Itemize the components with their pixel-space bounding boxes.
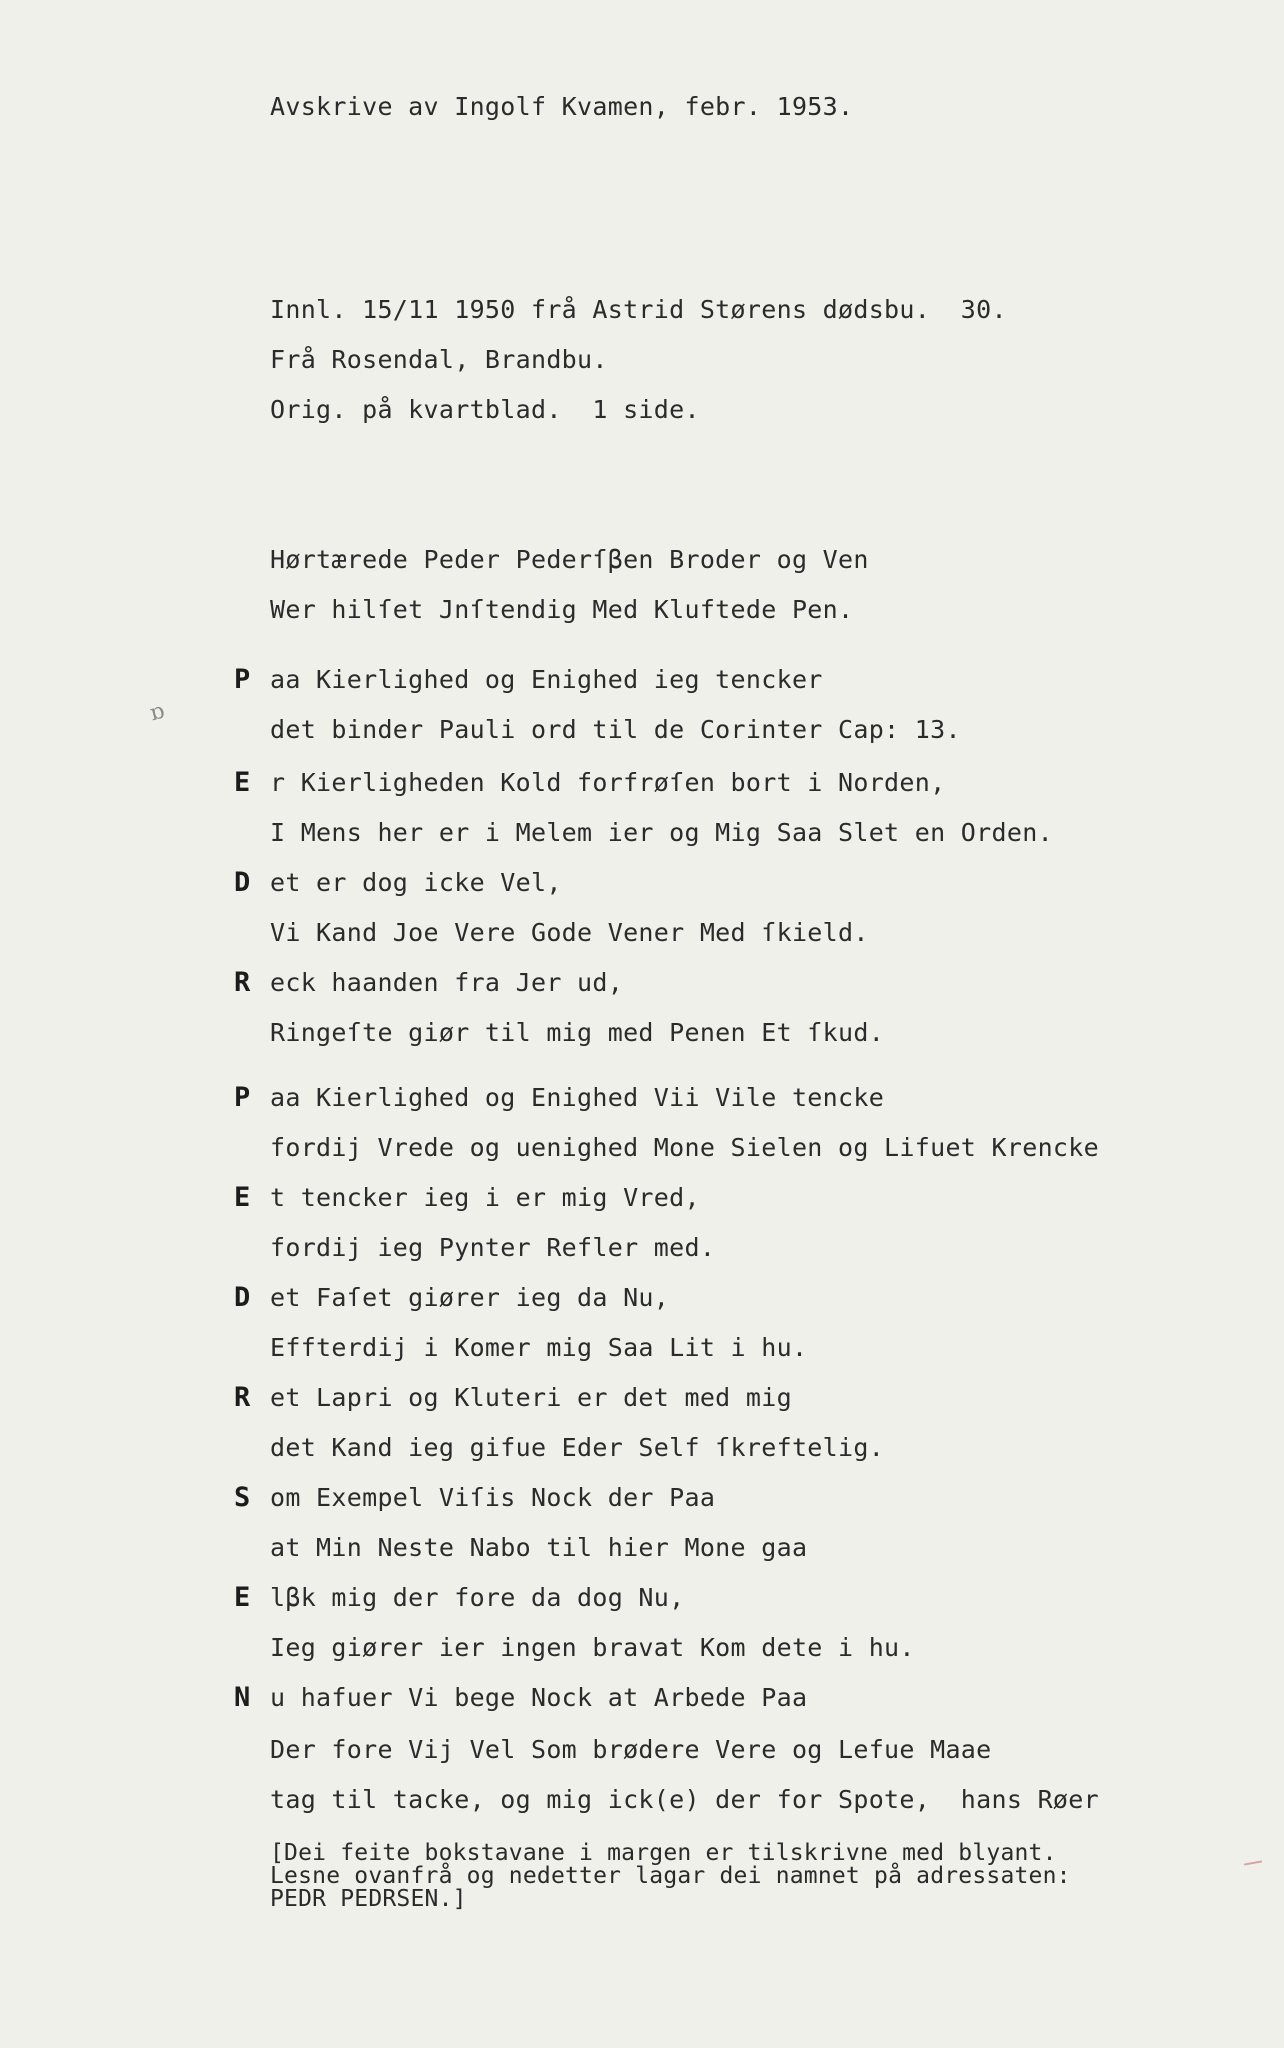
editor-note-line-2: Lesne ovanfrå og nedetter lagar dei namnet på adressaten: (270, 1863, 1071, 1889)
margin-capital-letter: E (234, 1182, 251, 1213)
verse-line: u hafuer Vi bege Nock at Arbede Paa (270, 1683, 808, 1712)
margin-capital-letter: D (234, 867, 251, 898)
salutation-line-2: Wer hilſet Jnſtendig Med Kluftede Pen. (270, 595, 854, 624)
verse-line: Der fore Vij Vel Som brødere Vere og Lefue Maae (270, 1735, 992, 1764)
verse-line: fordij Vrede og uenighed Mone Sielen og Lifuet Krencke (270, 1133, 1099, 1162)
source-line-1: Innl. 15/11 1950 frå Astrid Størens dødsbu. 30. (270, 295, 1007, 324)
margin-capital-letter: S (234, 1482, 251, 1513)
editor-note-line-1: [Dei feite bokstavane i margen er tilskrivne med blyant. (270, 1840, 1057, 1866)
verse-line: Effterdij i Komer mig Saa Lit i hu. (270, 1333, 808, 1362)
verse-line: om Exempel Viſis Nock der Paa (270, 1483, 716, 1512)
salutation-line-1: Hørtærede Peder Pederſβen Broder og Ven (270, 545, 869, 574)
verse-line: aa Kierlighed og Enighed ieg tencker (270, 665, 823, 694)
verse-line: Ieg giører ier ingen bravat Kom dete i hu. (270, 1633, 915, 1662)
margin-capital-letter: E (234, 767, 251, 798)
verse-line: Ringeſte giør til mig med Penen Et ſkud. (270, 1018, 885, 1047)
margin-capital-letter: P (234, 664, 251, 695)
verse-line: det Kand ieg gifue Eder Self ſkreftelig. (270, 1433, 885, 1462)
verse-line: et Faſet giører ieg da Nu, (270, 1283, 670, 1312)
editor-note-line-3: PEDR PEDRSEN.] (270, 1886, 467, 1912)
pencil-mark: ɒ (147, 698, 168, 727)
verse-line: et er dog icke Vel, (270, 868, 562, 897)
verse-line: et Lapri og Kluteri er det med mig (270, 1383, 792, 1412)
margin-capital-letter: R (234, 967, 251, 998)
verse-line: I Mens her er i Melem ier og Mig Saa Slet en Orden. (270, 818, 1053, 847)
margin-pen-mark (1244, 1860, 1262, 1865)
margin-capital-letter: R (234, 1382, 251, 1413)
verse-line: aa Kierlighed og Enighed Vii Vile tencke (270, 1083, 885, 1112)
verse-line: eck haanden fra Jer ud, (270, 968, 624, 997)
verse-line: fordij ieg Pynter Refler med. (270, 1233, 716, 1262)
verse-line: det binder Pauli ord til de Corinter Cap: 13. (270, 715, 961, 744)
margin-capital-letter: D (234, 1282, 251, 1313)
margin-capital-letter: N (234, 1682, 251, 1713)
verse-line: lβk mig der fore da dog Nu, (270, 1583, 685, 1612)
verse-line: t tencker ieg i er mig Vred, (270, 1183, 700, 1212)
verse-line: at Min Neste Nabo til hier Mone gaa (270, 1533, 808, 1562)
verse-line: Vi Kand Joe Vere Gode Vener Med ſkield. (270, 918, 869, 947)
verse-line: tag til tacke, og mig ick(e) der for Spote, hans Røer (270, 1785, 1099, 1814)
verse-line: r Kierligheden Kold forfrøſen bort i Norden, (270, 768, 946, 797)
editor-note (270, 1842, 1071, 1911)
margin-capital-letter: P (234, 1082, 251, 1113)
transcription-header: Avskrive av Ingolf Kvamen, febr. 1953. (270, 92, 854, 121)
source-line-3: Orig. på kvartblad. 1 side. (270, 395, 700, 424)
source-line-2: Frå Rosendal, Brandbu. (270, 345, 608, 374)
margin-capital-letter: E (234, 1582, 251, 1613)
